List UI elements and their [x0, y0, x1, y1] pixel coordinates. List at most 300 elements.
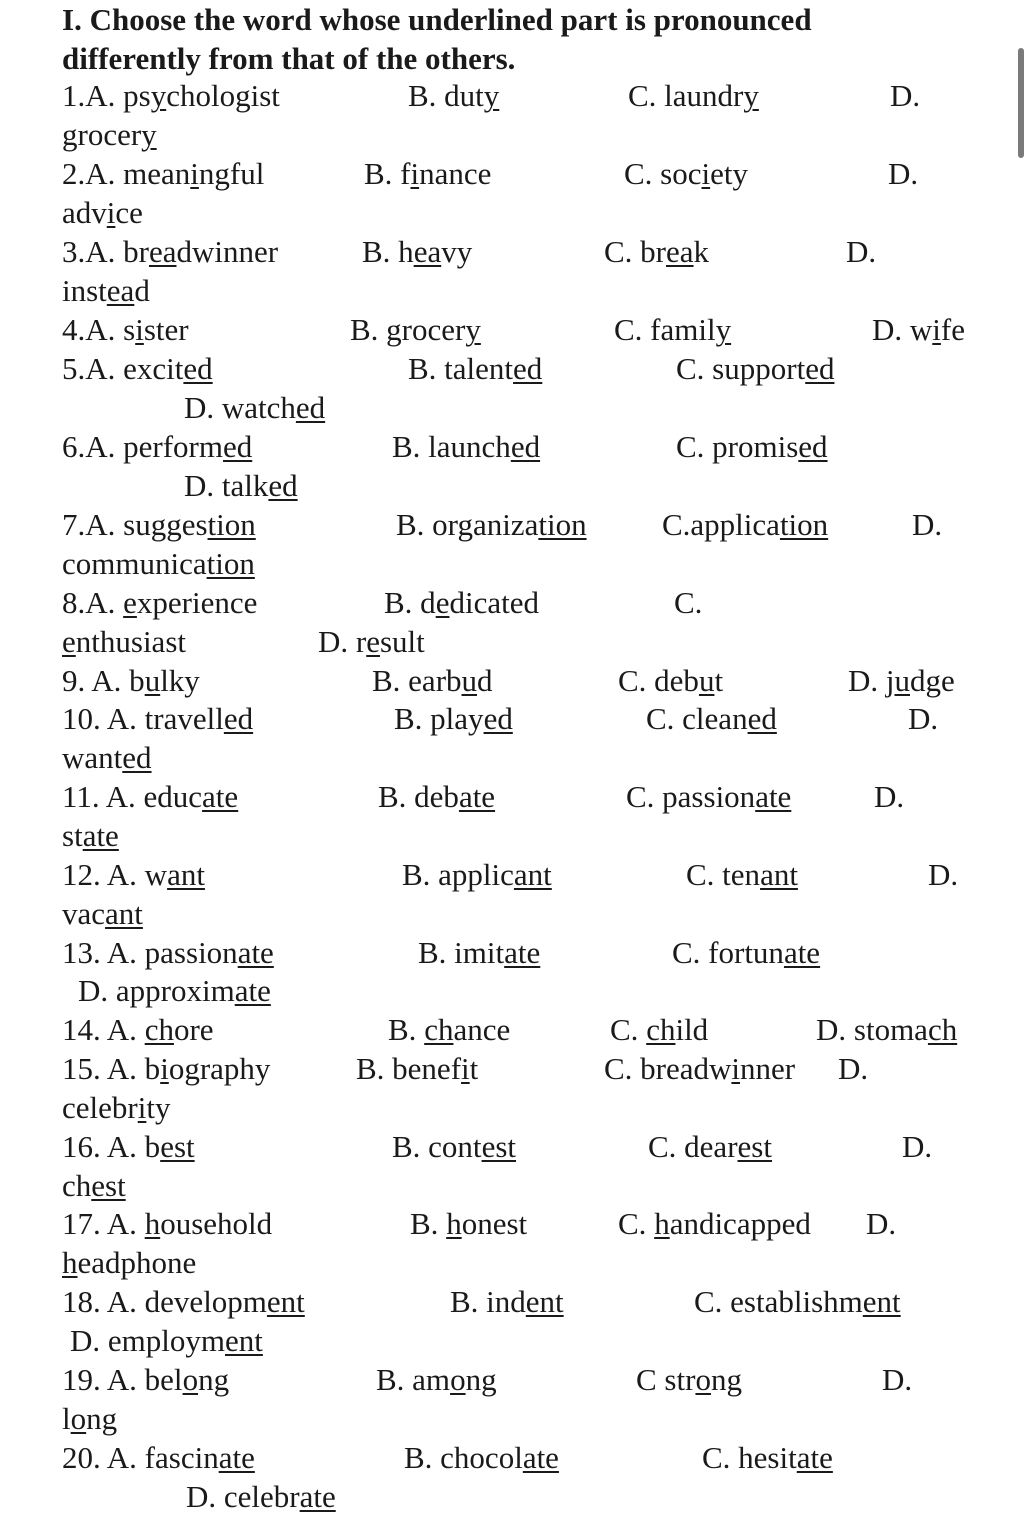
option-text: lky: [160, 663, 200, 698]
option-text: C. laundr: [628, 78, 744, 113]
underlined-part: ed: [747, 701, 777, 736]
option-text: ety: [710, 156, 748, 191]
option-q6a: [62, 429, 252, 465]
option-q10b: [394, 701, 513, 737]
option-text: vy: [441, 234, 473, 269]
option-q12c: [686, 857, 798, 893]
underlined-part: ate: [299, 1479, 336, 1514]
option-q1b: [408, 78, 499, 114]
option-q12b: [402, 857, 552, 893]
underlined-part: y: [715, 312, 732, 347]
option-q13c: [672, 935, 820, 971]
option-text: ousehold: [160, 1206, 273, 1241]
option-text: B. launch: [392, 429, 511, 464]
option-text: D.: [874, 779, 905, 814]
option-text: l: [62, 1401, 71, 1436]
option-text: B.: [410, 1206, 447, 1241]
underlined-part: ch: [144, 1012, 174, 1047]
underlined-part: y: [743, 78, 759, 113]
option-q18d: [70, 1323, 263, 1359]
option-q17a: [62, 1206, 272, 1242]
underlined-part: ed: [483, 701, 513, 736]
option-text: D. w: [872, 312, 933, 347]
option-q10e: [62, 740, 152, 776]
option-text: D.: [912, 507, 943, 542]
option-text: C. famil: [614, 312, 716, 347]
option-q20a: [62, 1440, 255, 1476]
option-q18a: [62, 1284, 305, 1320]
underlined-part: ed: [513, 351, 543, 386]
option-text: dwinner: [176, 234, 279, 269]
option-q1d: [890, 78, 920, 114]
option-q20b: [404, 1440, 559, 1476]
option-q3c: [604, 234, 709, 270]
option-q12e: [62, 896, 143, 932]
option-text: ild: [675, 1012, 709, 1047]
underlined-part: ate: [218, 1440, 255, 1475]
option-text: D.: [888, 156, 919, 191]
underlined-part: i: [461, 1051, 470, 1086]
underlined-part: est: [481, 1129, 516, 1164]
option-text: B. f: [364, 156, 411, 191]
option-q6b: [392, 429, 540, 465]
underlined-part: ea: [106, 273, 135, 308]
underlined-part: i: [135, 312, 144, 347]
option-text: ster: [143, 312, 189, 347]
option-q15c: [604, 1051, 795, 1087]
option-text: C. soc: [624, 156, 702, 191]
option-q18b: [450, 1284, 564, 1320]
option-text: D.: [882, 1362, 913, 1397]
option-text: st: [62, 818, 83, 853]
option-q15d: [838, 1051, 868, 1087]
option-q9c: [618, 663, 723, 699]
underlined-part: ch: [646, 1012, 676, 1047]
option-text: B. organiza: [396, 507, 539, 542]
option-q3d: [846, 234, 876, 270]
underlined-part: h: [446, 1206, 462, 1241]
option-text: B. applic: [402, 857, 514, 892]
underlined-part: h: [654, 1206, 670, 1241]
underlined-part: tion: [538, 507, 587, 542]
option-text: C. clean: [646, 701, 748, 736]
option-text: eadphone: [77, 1245, 197, 1280]
underlined-part: ate: [458, 779, 496, 814]
option-text: ng: [198, 1362, 230, 1397]
option-text: communica: [62, 546, 207, 581]
option-text: B. grocer: [350, 312, 466, 347]
option-q19a: [62, 1362, 229, 1398]
underlined-part: ea: [413, 234, 442, 269]
option-text: vac: [62, 896, 106, 931]
option-q11e: [62, 818, 119, 854]
underlined-part: ent: [266, 1284, 305, 1319]
option-q16c: [648, 1129, 772, 1165]
option-q2d: [888, 156, 918, 192]
option-text: 19. A. bel: [62, 1362, 183, 1397]
option-q14d: [816, 1012, 957, 1048]
option-q4d: [872, 312, 965, 348]
option-q7c: [662, 507, 828, 543]
option-text: nance: [419, 156, 492, 191]
option-q10d: [908, 701, 938, 737]
option-text: 20. A. fascin: [62, 1440, 219, 1475]
underlined-part: u: [144, 663, 161, 698]
underlined-part: i: [932, 312, 941, 347]
underlined-part: ed: [798, 429, 828, 464]
option-q2a: [62, 156, 264, 192]
option-text: 17. A.: [62, 1206, 145, 1241]
option-text: 14. A.: [62, 1012, 145, 1047]
underlined-part: est: [160, 1129, 195, 1164]
option-q17d: [866, 1206, 896, 1242]
option-q1c: [628, 78, 759, 114]
option-q11b: [378, 779, 495, 815]
option-text: 8.A.: [62, 585, 124, 620]
underlined-part: ate: [234, 973, 271, 1008]
option-q3e: [62, 273, 150, 309]
option-text: B. am: [376, 1362, 451, 1397]
underlined-part: ent: [862, 1284, 901, 1319]
option-q10a: [62, 701, 253, 737]
underlined-part: ch: [927, 1012, 958, 1047]
option-q19b: [376, 1362, 497, 1398]
option-text: D.: [866, 1206, 897, 1241]
option-q7e: [62, 546, 255, 582]
option-text: 2.A. mean: [62, 156, 191, 191]
option-q11d: [874, 779, 904, 815]
option-q4a: [62, 312, 189, 348]
option-q7a: [62, 507, 256, 543]
underlined-part: ed: [223, 701, 254, 736]
option-text: C. passion: [626, 779, 756, 814]
option-q16e: [62, 1168, 126, 1204]
option-q11c: [626, 779, 791, 815]
option-text: 7.A. sugges: [62, 507, 208, 542]
option-text: C. establishm: [694, 1284, 863, 1319]
underlined-part: i: [160, 1051, 169, 1086]
option-q9b: [372, 663, 493, 699]
option-text: k: [693, 234, 710, 269]
underlined-part: ed: [805, 351, 835, 386]
underlined-part: o: [182, 1362, 199, 1397]
option-text: C.: [610, 1012, 647, 1047]
underlined-part: u: [461, 663, 478, 698]
underlined-part: tion: [206, 546, 255, 581]
option-text: D. watch: [184, 390, 296, 425]
option-text: ty: [146, 1090, 171, 1125]
option-q14a: [62, 1012, 214, 1048]
option-q12d: [928, 857, 958, 893]
underlined-part: ed: [222, 429, 253, 464]
underlined-part: y: [465, 312, 481, 347]
underlined-part: tion: [779, 507, 829, 542]
heading-line-1: I. Choose the word whose underlined part is pronounced: [62, 2, 812, 37]
option-q20d: [186, 1479, 336, 1515]
option-text: ore: [173, 1012, 214, 1047]
underlined-part: ed: [122, 740, 152, 775]
underlined-part: ch: [424, 1012, 454, 1047]
option-q16a: [62, 1129, 195, 1165]
underlined-part: u: [698, 663, 715, 698]
option-text: B. ind: [450, 1284, 526, 1319]
option-text: onest: [461, 1206, 528, 1241]
option-q17e: [62, 1245, 196, 1281]
option-text: C. ten: [686, 857, 761, 892]
option-q5b: [408, 351, 542, 387]
option-text: D. talk: [184, 468, 269, 503]
option-text: C. br: [604, 234, 666, 269]
underlined-part: ate: [755, 779, 792, 814]
option-text: dicated: [449, 585, 539, 620]
option-text: 10. A. travell: [62, 701, 224, 736]
option-q5a: [62, 351, 213, 387]
underlined-part: ant: [167, 857, 205, 892]
option-q4c: [614, 312, 731, 348]
option-text: 11. A. educ: [62, 779, 203, 814]
option-text: 16. A. b: [62, 1129, 161, 1164]
underlined-part: ea: [148, 234, 177, 269]
option-text: B. earb: [372, 663, 462, 698]
option-text: ch: [62, 1168, 92, 1203]
option-text: ography: [168, 1051, 271, 1086]
option-text: chologist: [166, 78, 280, 113]
option-q2e: [62, 195, 143, 231]
option-q4b: [350, 312, 481, 348]
option-q9a: [62, 663, 200, 699]
option-q11a: [62, 779, 238, 815]
option-text: D.: [846, 234, 877, 269]
underlined-part: e: [123, 585, 137, 620]
option-q5c: [676, 351, 834, 387]
option-q8e: [318, 624, 425, 660]
option-q13b: [418, 935, 540, 971]
option-text: want: [62, 740, 123, 775]
underlined-part: ate: [796, 1440, 833, 1475]
option-text: fe: [940, 312, 965, 347]
option-q6c: [676, 429, 828, 465]
option-text: B.: [388, 1012, 425, 1047]
option-q7d: [912, 507, 942, 543]
option-text: 15. A. b: [62, 1051, 161, 1086]
option-text: D.: [890, 78, 921, 113]
underlined-part: i: [410, 156, 420, 191]
underlined-part: i: [137, 1090, 147, 1125]
underlined-part: o: [70, 1401, 87, 1436]
option-q5d: [184, 390, 325, 426]
option-text: C.applica: [662, 507, 780, 542]
option-q12a: [62, 857, 205, 893]
option-text: D.: [928, 857, 959, 892]
option-q2b: [364, 156, 491, 192]
option-text: D. approxim: [78, 973, 235, 1008]
option-text: B. cont: [392, 1129, 482, 1164]
option-q9d: [848, 663, 955, 699]
underlined-part: ate: [504, 935, 541, 970]
option-text: B. d: [384, 585, 436, 620]
scrollbar-thumb[interactable]: [1018, 48, 1024, 158]
option-q17b: [410, 1206, 527, 1242]
option-text: B. talent: [408, 351, 514, 386]
option-text: C. fortun: [672, 935, 784, 970]
underlined-part: ent: [225, 1323, 263, 1358]
option-q3a: [62, 234, 278, 270]
underlined-part: tion: [207, 507, 256, 542]
underlined-part: i: [701, 156, 711, 191]
option-q8b: [384, 585, 539, 621]
underlined-part: i: [190, 156, 199, 191]
option-text: 3.A. br: [62, 234, 149, 269]
heading-line-2: differently from that of the others.: [62, 41, 516, 76]
option-text: D.: [838, 1051, 869, 1086]
underlined-part: u: [894, 663, 910, 698]
option-text: 12. A. w: [62, 857, 168, 892]
option-text: celebr: [62, 1090, 138, 1125]
option-text: D. j: [848, 663, 895, 698]
option-q1a: [62, 78, 280, 114]
underlined-part: e: [366, 624, 380, 659]
underlined-part: i: [106, 195, 116, 230]
underlined-part: ed: [510, 429, 541, 464]
option-text: 1.A. ps: [62, 78, 151, 113]
option-q15b: [356, 1051, 478, 1087]
underlined-part: ea: [666, 234, 694, 269]
option-q1e: [62, 117, 157, 153]
underlined-part: ant: [105, 896, 143, 931]
option-q19e: [62, 1401, 117, 1437]
option-text: D.: [908, 701, 939, 736]
option-text: B. imit: [418, 935, 505, 970]
option-q15a: [62, 1051, 270, 1087]
option-text: B. deb: [378, 779, 459, 814]
underlined-part: y: [150, 78, 167, 113]
option-text: D.: [902, 1129, 933, 1164]
option-q6d: [184, 468, 298, 504]
underlined-part: ed: [268, 468, 298, 503]
option-text: 5.A. excit: [62, 351, 184, 386]
underlined-part: o: [450, 1362, 466, 1397]
option-text: C. hesit: [702, 1440, 797, 1475]
option-text: 6.A. perform: [62, 429, 223, 464]
option-text: sult: [379, 624, 425, 659]
option-q18c: [694, 1284, 901, 1320]
option-text: C. promis: [676, 429, 799, 464]
underlined-part: ed: [183, 351, 213, 386]
option-text: C.: [618, 1206, 655, 1241]
option-text: D. celebr: [186, 1479, 300, 1514]
option-q17c: [618, 1206, 811, 1242]
underlined-part: ant: [760, 857, 798, 892]
underlined-part: ate: [82, 818, 119, 853]
option-text: nner: [740, 1051, 796, 1086]
option-q8c: [674, 585, 702, 621]
option-text: t: [714, 663, 724, 698]
option-q14c: [610, 1012, 708, 1048]
option-text: 4.A. s: [62, 312, 136, 347]
option-text: d: [477, 663, 493, 698]
option-text: B. h: [362, 234, 414, 269]
option-text: inst: [62, 273, 107, 308]
option-text: D. stoma: [816, 1012, 928, 1047]
option-text: D. employm: [70, 1323, 225, 1358]
section-heading: [62, 0, 962, 78]
option-text: D. r: [318, 624, 367, 659]
underlined-part: h: [144, 1206, 161, 1241]
option-q16d: [902, 1129, 932, 1165]
option-text: C.: [674, 585, 703, 620]
option-text: xperience: [136, 585, 258, 620]
underlined-part: ate: [202, 779, 239, 814]
option-q20c: [702, 1440, 833, 1476]
option-text: 18. A. developm: [62, 1284, 267, 1319]
option-q7b: [396, 507, 587, 543]
underlined-part: ed: [295, 390, 326, 425]
option-text: nthusiast: [75, 624, 186, 659]
option-text: 13. A. passion: [62, 935, 238, 970]
underlined-part: e: [62, 624, 76, 659]
option-q19d: [882, 1362, 912, 1398]
option-text: C. dear: [648, 1129, 738, 1164]
option-q15e: [62, 1090, 170, 1126]
option-text: C. support: [676, 351, 806, 386]
option-text: ance: [453, 1012, 511, 1047]
option-q13d: [78, 973, 271, 1009]
underlined-part: ate: [783, 935, 821, 970]
underlined-part: ent: [525, 1284, 564, 1319]
underlined-part: ate: [522, 1440, 559, 1475]
option-q3b: [362, 234, 472, 270]
option-q19c: [636, 1362, 742, 1398]
option-text: t: [469, 1051, 479, 1086]
underlined-part: y: [483, 78, 500, 113]
option-q2c: [624, 156, 748, 192]
option-text: grocer: [62, 117, 142, 152]
option-text: andicapped: [669, 1206, 811, 1241]
underlined-part: o: [695, 1362, 711, 1397]
underlined-part: ate: [237, 935, 274, 970]
underlined-part: est: [91, 1168, 126, 1203]
underlined-part: ant: [513, 857, 552, 892]
option-text: B. benef: [356, 1051, 462, 1086]
option-text: 9. A. b: [62, 663, 145, 698]
underlined-part: e: [435, 585, 450, 620]
option-text: B. dut: [408, 78, 484, 113]
option-text: B. chocol: [404, 1440, 523, 1475]
option-q14b: [388, 1012, 510, 1048]
option-q10c: [646, 701, 777, 737]
option-q13a: [62, 935, 274, 971]
option-text: adv: [62, 195, 107, 230]
underlined-part: y: [141, 117, 157, 152]
underlined-part: h: [62, 1245, 78, 1280]
option-text: C str: [636, 1362, 696, 1397]
option-text: ce: [115, 195, 143, 230]
option-q8a: [62, 585, 257, 621]
underlined-part: i: [731, 1051, 741, 1086]
option-text: B. play: [394, 701, 484, 736]
option-text: d: [134, 273, 150, 308]
option-text: C. deb: [618, 663, 699, 698]
underlined-part: est: [737, 1129, 772, 1164]
option-text: dge: [910, 663, 955, 698]
option-q16b: [392, 1129, 516, 1165]
option-text: ngful: [198, 156, 265, 191]
option-text: ng: [86, 1401, 118, 1436]
option-text: C. breadw: [604, 1051, 732, 1086]
option-q8d: [62, 624, 186, 660]
option-text: ng: [710, 1362, 742, 1397]
option-text: ng: [465, 1362, 497, 1397]
